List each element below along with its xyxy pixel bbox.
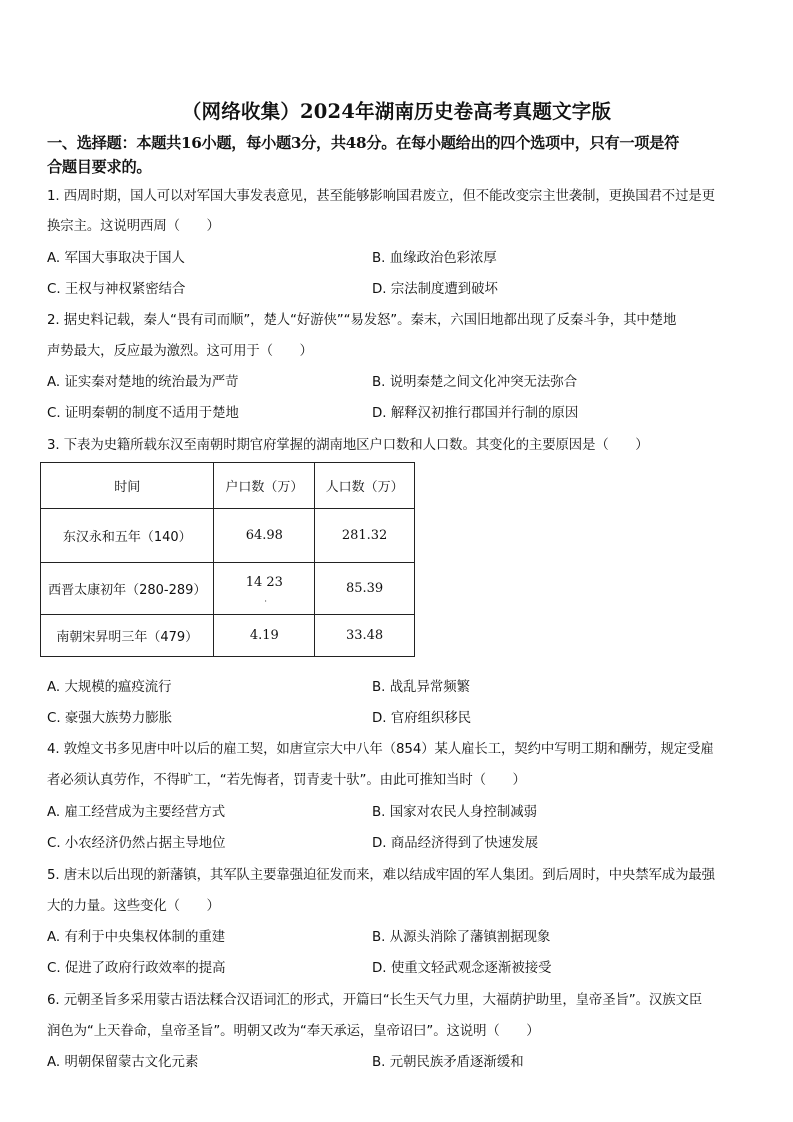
question-5-line-2: 大的力量。这些变化（ ） bbox=[47, 899, 220, 914]
table-cell bbox=[214, 563, 315, 615]
table-cell: 4.19 bbox=[214, 615, 315, 657]
question-1-option-a: A. 军国大事取决于国人 bbox=[47, 251, 185, 266]
question-4-line-2: 者必须认真劳作，不得旷工，“若先悔者，罚青麦十驮”。由此可推知当时（ ） bbox=[47, 773, 526, 788]
question-3-option-d: D. 官府组织移民 bbox=[372, 711, 472, 726]
question-1-line-2: 换宗主。这说明西周（ ） bbox=[47, 219, 220, 234]
table-row bbox=[41, 615, 415, 657]
question-4-option-a: A. 雇工经营成为主要经营方式 bbox=[47, 805, 226, 820]
question-5-option-a: A. 有利于中央集权体制的重建 bbox=[47, 930, 226, 945]
question-6-line-2: 润色为“上天眷命，皇帝圣旨”。明朝又改为“奉天承运，皇帝诏曰”。这说明（ ） bbox=[47, 1024, 540, 1039]
question-3-option-a: A. 大规模的瘟疫流行 bbox=[47, 680, 172, 695]
question-5-option-d: D. 使重文轻武观念逐渐被接受 bbox=[372, 961, 552, 976]
question-5-line-1: 5. 唐末以后出现的新藩镇，其军队主要靠强迫征发而来，难以结成牢固的军人集团。到后周时，中央禁军成为最强 bbox=[47, 868, 715, 883]
table-header-cell: 户口数（万） bbox=[214, 463, 315, 509]
question-1-option-c: C. 王权与神权紧密结合 bbox=[47, 282, 186, 297]
question-2-line-2: 声势最大，反应最为激烈。这可用于（ ） bbox=[47, 344, 313, 359]
question-1-option-d: D. 宗法制度遭到破坏 bbox=[372, 282, 498, 297]
question-2-option-d: D. 解释汉初推行郡国并行制的原因 bbox=[372, 406, 579, 421]
question-3-option-c: C. 豪强大族势力膨胀 bbox=[47, 711, 172, 726]
table-row bbox=[41, 563, 415, 615]
question-6-line-1: 6. 元朝圣旨多采用蒙古语法糅合汉语词汇的形式，开篇曰“长生天气力里，大福荫护助里，皇帝圣旨”。汉族文臣 bbox=[47, 993, 703, 1008]
table-cell: 85.39 bbox=[315, 563, 415, 615]
page-title: （网络收集）2024年湖南历史卷高考真题文字版 bbox=[181, 100, 612, 123]
table-header-row bbox=[41, 463, 415, 509]
population-table bbox=[40, 462, 415, 657]
question-3-option-b: B. 战乱异常频繁 bbox=[372, 680, 471, 695]
table-row bbox=[41, 509, 415, 563]
section-heading-line-1: 一、选择题：本题共16小题，每小题3分，共48分。在每小题给出的四个选项中，只有一项是符 bbox=[47, 134, 679, 152]
table-cell: 281.32 bbox=[315, 509, 415, 563]
question-2-option-b: B. 说明秦楚之间文化冲突无法弥合 bbox=[372, 375, 578, 390]
question-1-line-1: 1. 西周时期，国人可以对军国大事发表意见，甚至能够影响国君废立，但不能改变宗主世袭制，更换国君不过是更 bbox=[47, 189, 715, 204]
question-2-option-c: C. 证明秦朝的制度不适用于楚地 bbox=[47, 406, 239, 421]
question-2-line-1: 2. 据史料记载，秦人“畏有司而顺”，楚人“好游侠”“易发怒”。秦末，六国旧地都出现了反秦斗争，其中楚地 bbox=[47, 313, 677, 328]
table-cell: 33.48 bbox=[315, 615, 415, 657]
section-heading bbox=[47, 131, 752, 179]
table-cell: 64.98 bbox=[214, 509, 315, 563]
question-3-line-1: 3. 下表为史籍所载东汉至南朝时期官府掌握的湖南地区户口数和人口数。其变化的主要原因是（ ） bbox=[47, 438, 649, 453]
table-cell-value: 14 23 bbox=[245, 575, 283, 590]
question-4-option-c: C. 小农经济仍然占据主导地位 bbox=[47, 836, 226, 851]
question-1-option-b: B. 血缘政治色彩浓厚 bbox=[372, 251, 497, 266]
question-6-option-b: B. 元朝民族矛盾逐渐缓和 bbox=[372, 1055, 524, 1070]
table-cell: 南朝宋昇明三年（479） bbox=[41, 615, 214, 657]
question-6-option-a: A. 明朝保留蒙古文化元素 bbox=[47, 1055, 199, 1070]
table-cell: 东汉永和五年（140） bbox=[41, 509, 214, 563]
table-header-cell: 人口数（万） bbox=[315, 463, 415, 509]
question-4-option-d: D. 商品经济得到了快速发展 bbox=[372, 836, 539, 851]
question-2-option-a: A. 证实秦对楚地的统治最为严苛 bbox=[47, 375, 239, 390]
question-5-option-b: B. 从源头消除了藩镇割据现象 bbox=[372, 930, 551, 945]
table-cell-dot-mark: · bbox=[264, 597, 267, 606]
section-heading-line-2: 合题目要求的。 bbox=[47, 158, 152, 176]
question-4-line-1: 4. 敦煌文书多见唐中叶以后的雇工契，如唐宣宗大中八年（854）某人雇长工，契约中写明工期和酬劳，规定受雇 bbox=[47, 742, 714, 757]
question-4-option-b: B. 国家对农民人身控制减弱 bbox=[372, 805, 537, 820]
table-cell: 西晋太康初年（280-289） bbox=[41, 563, 214, 615]
question-5-option-c: C. 促进了政府行政效率的提高 bbox=[47, 961, 226, 976]
table-header-cell: 时间 bbox=[41, 463, 214, 509]
